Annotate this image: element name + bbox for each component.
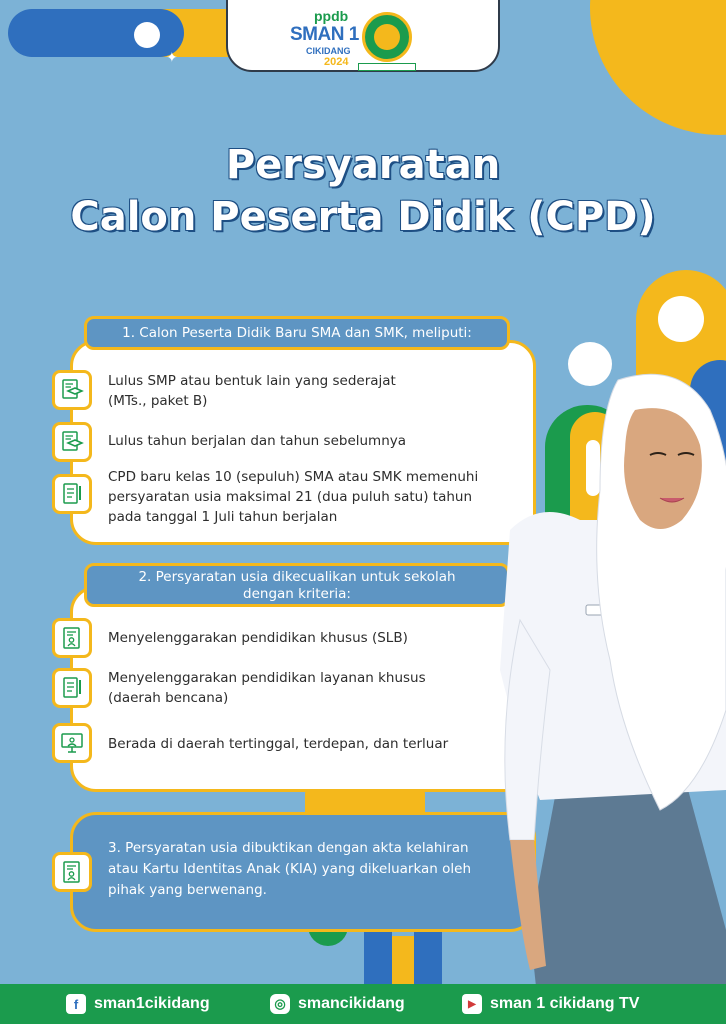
instagram-icon: ◎ (270, 994, 290, 1014)
facebook-icon: f (66, 994, 86, 1014)
section2-item-3 (108, 734, 448, 754)
section1-heading: 1. Calon Peserta Didik Baru SMA dan SMK, meliputi: (84, 316, 510, 350)
section1-item-3 (108, 467, 478, 527)
page-title-line2: Calon Peserta Didik (CPD) (70, 194, 656, 240)
logo-school-name: SMAN 1 (290, 24, 359, 45)
page-title-line1: Persyaratan (225, 142, 501, 188)
youtube-icon: ▶ (462, 994, 482, 1014)
logo-ppdb-text: ppdb (314, 8, 349, 24)
document-icon (52, 668, 92, 708)
item-line: (MTs., paket B) (108, 393, 208, 409)
decor-blue-bar (364, 930, 392, 986)
section2-item-1 (108, 628, 408, 648)
youtube-link[interactable] (462, 994, 639, 1014)
sparkle-icon: ✦ (166, 50, 178, 66)
section3-text (108, 838, 528, 901)
item-line: CPD baru kelas 10 (sepuluh) SMA atau SMK memenuhi (108, 469, 479, 485)
text-line: pihak yang berwenang. (108, 882, 267, 898)
decor-blue-bar (414, 930, 442, 986)
section2-item-2 (108, 668, 426, 708)
seal-book-icon (374, 24, 400, 50)
youtube-handle: sman 1 cikidang TV (490, 995, 640, 1012)
item-line: Menyelenggarakan pendidikan layanan khusus (108, 670, 426, 686)
seal-ribbon (358, 63, 416, 71)
facebook-link[interactable] (66, 994, 210, 1014)
decor-yellow-circle (590, 0, 726, 135)
logo-year: 2024 (324, 56, 349, 68)
item-line: pada tanggal 1 Juli tahun berjalan (108, 509, 338, 525)
decor-white-dot-right (658, 296, 704, 342)
item-line: persyaratan usia maksimal 21 (dua puluh satu) tahun (108, 489, 473, 505)
text-line: atau Kartu Identitas Anak (KIA) yang dikeluarkan oleh (108, 861, 472, 877)
id-document-icon (52, 852, 92, 892)
item-line: Lulus tahun berjalan dan tahun sebelumnya (108, 433, 407, 449)
heading-line: dengan kriteria: (243, 586, 351, 602)
presentation-icon (52, 723, 92, 763)
item-line: (daerah bencana) (108, 690, 229, 706)
document-icon (52, 474, 92, 514)
decor-yellow-bar (392, 936, 414, 986)
section2-heading (84, 563, 510, 607)
graduation-cap-icon (52, 422, 92, 462)
decor-white-dot (134, 22, 160, 48)
item-line: Menyelenggarakan pendidikan khusus (SLB) (108, 630, 408, 646)
item-line: Lulus SMP atau bentuk lain yang sederajat (108, 373, 396, 389)
id-document-icon (52, 618, 92, 658)
section1-item-2 (108, 431, 406, 451)
item-line: Berada di daerah tertinggal, terdepan, dan terluar (108, 736, 449, 752)
logo-town: CIKIDANG (306, 46, 351, 56)
text-line: 3. Persyaratan usia dibuktikan dengan akta kelahiran (108, 840, 469, 856)
facebook-handle: sman1cikidang (94, 995, 210, 1012)
graduation-cap-icon (52, 370, 92, 410)
student-photo (500, 370, 726, 1024)
instagram-handle: smancikidang (298, 995, 405, 1012)
heading-line: 2. Persyaratan usia dikecualikan untuk sekolah (138, 569, 456, 585)
instagram-link[interactable] (270, 994, 405, 1014)
section1-item-1 (108, 371, 396, 411)
